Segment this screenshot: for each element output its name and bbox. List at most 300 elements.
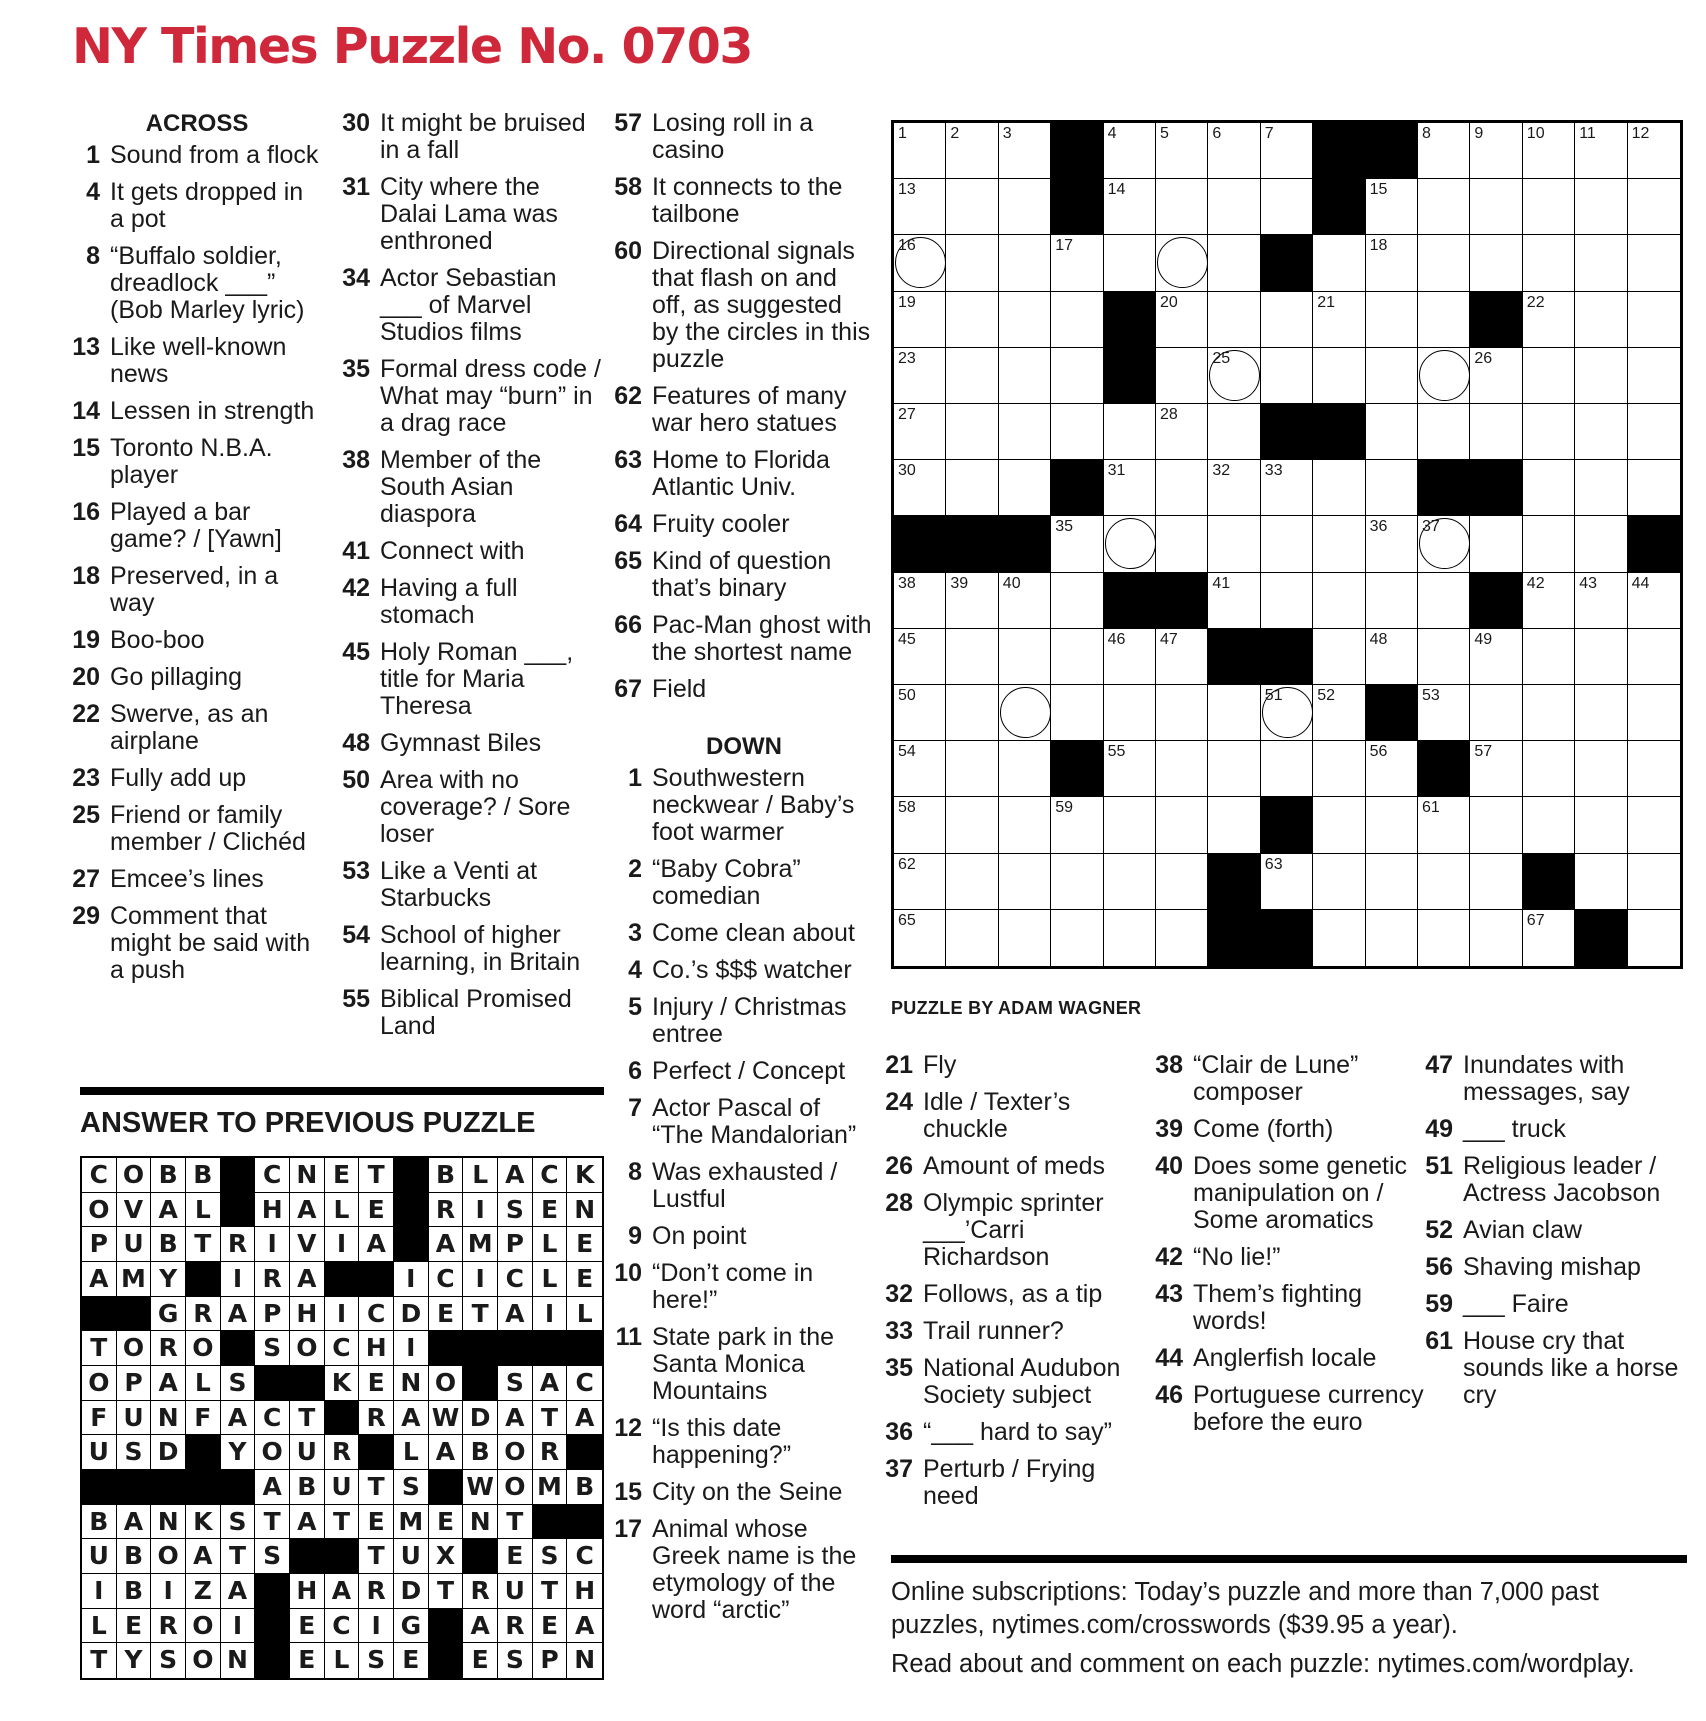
grid-cell[interactable] <box>1104 854 1156 910</box>
grid-cell[interactable] <box>999 685 1051 741</box>
grid-cell[interactable] <box>999 235 1051 291</box>
grid-cell[interactable] <box>1418 179 1470 235</box>
grid-cell[interactable] <box>1523 573 1575 629</box>
grid-cell[interactable] <box>1523 741 1575 797</box>
grid-cell[interactable] <box>1575 573 1627 629</box>
answer-cell: A <box>290 1193 325 1228</box>
answer-cell: I <box>463 1193 498 1228</box>
grid-cell[interactable] <box>1051 348 1103 404</box>
clue-item[interactable] <box>614 238 874 373</box>
clue-item[interactable] <box>1155 1281 1425 1335</box>
clue-item[interactable] <box>614 765 874 846</box>
clue-item[interactable] <box>614 1516 874 1624</box>
cell-number: 6 <box>1212 125 1222 142</box>
answer-cell: Z <box>186 1574 221 1609</box>
grid-cell[interactable] <box>1313 516 1365 572</box>
clue-item[interactable] <box>72 627 322 654</box>
clue-item[interactable] <box>614 994 874 1048</box>
grid-cell[interactable] <box>1156 629 1208 685</box>
grid-cell[interactable] <box>1208 460 1260 516</box>
clue-item[interactable] <box>72 243 322 324</box>
grid-cell[interactable] <box>1313 854 1365 910</box>
grid-cell[interactable] <box>1523 629 1575 685</box>
answer-cell: I <box>394 1262 429 1297</box>
grid-cell[interactable] <box>1261 292 1313 348</box>
clue-item[interactable] <box>342 447 602 528</box>
grid-cell[interactable] <box>894 573 946 629</box>
clue-item[interactable] <box>72 563 322 617</box>
clue-item[interactable] <box>342 922 602 976</box>
grid-cell[interactable] <box>1523 685 1575 741</box>
grid-cell[interactable] <box>1418 404 1470 460</box>
grid-cell[interactable] <box>1051 910 1103 966</box>
grid-cell[interactable] <box>1628 123 1680 179</box>
clue-list <box>1155 1052 1425 1436</box>
grid-cell[interactable] <box>1366 179 1418 235</box>
answer-cell: E <box>117 1609 152 1644</box>
grid-cell[interactable] <box>999 629 1051 685</box>
answer-black-square <box>117 1297 152 1332</box>
clue-item[interactable] <box>1425 1116 1695 1143</box>
clue-item[interactable] <box>342 986 602 1040</box>
grid-cell[interactable] <box>1470 348 1522 404</box>
answer-cell: N <box>394 1366 429 1401</box>
grid-cell[interactable] <box>1418 348 1470 404</box>
grid-cell[interactable] <box>946 797 998 853</box>
cell-number: 43 <box>1579 574 1597 592</box>
clue-item[interactable] <box>614 447 874 501</box>
grid-cell[interactable] <box>999 348 1051 404</box>
clue-item[interactable] <box>614 920 874 947</box>
grid-cell[interactable] <box>1261 573 1313 629</box>
grid-cell[interactable] <box>1051 854 1103 910</box>
grid-cell[interactable] <box>946 685 998 741</box>
clue-item[interactable] <box>342 858 602 912</box>
grid-cell[interactable] <box>1104 460 1156 516</box>
grid-cell[interactable] <box>946 910 998 966</box>
grid-cell[interactable] <box>1051 235 1103 291</box>
grid-cell[interactable] <box>946 179 998 235</box>
clue-item[interactable] <box>614 174 874 228</box>
grid-cell[interactable] <box>894 741 946 797</box>
grid-cell[interactable] <box>1366 348 1418 404</box>
clue-item[interactable] <box>614 612 874 666</box>
grid-cell[interactable] <box>1156 404 1208 460</box>
grid-cell[interactable] <box>1156 123 1208 179</box>
grid-cell[interactable] <box>1051 404 1103 460</box>
clue-item[interactable] <box>614 110 874 164</box>
clue-item[interactable] <box>342 174 602 255</box>
grid-cell[interactable] <box>1051 292 1103 348</box>
grid-cell[interactable] <box>946 629 998 685</box>
grid-cell[interactable] <box>1208 797 1260 853</box>
grid-cell[interactable] <box>1470 179 1522 235</box>
grid-cell[interactable] <box>1418 235 1470 291</box>
crossword-grid[interactable] <box>891 120 1683 969</box>
clue-item[interactable] <box>614 1415 874 1469</box>
clue-item[interactable] <box>1155 1345 1425 1372</box>
grid-cell[interactable] <box>1313 348 1365 404</box>
grid-cell[interactable] <box>1418 629 1470 685</box>
grid-cell[interactable] <box>1051 797 1103 853</box>
grid-cell[interactable] <box>999 797 1051 853</box>
cell-number: 48 <box>1369 630 1388 648</box>
grid-cell[interactable] <box>894 854 946 910</box>
grid-cell[interactable] <box>1051 516 1103 572</box>
grid-cell[interactable] <box>946 292 998 348</box>
clue-item[interactable] <box>72 866 322 893</box>
grid-cell[interactable] <box>1366 404 1418 460</box>
answer-cell: U <box>498 1574 533 1609</box>
grid-cell[interactable] <box>1523 460 1575 516</box>
clue-list <box>72 142 322 984</box>
clue-item[interactable] <box>614 1223 874 1250</box>
grid-cell[interactable] <box>1366 516 1418 572</box>
grid-cell[interactable] <box>1628 460 1680 516</box>
clue-item[interactable] <box>1155 1052 1425 1106</box>
clue-item[interactable] <box>1425 1254 1695 1281</box>
clue-item[interactable] <box>614 511 874 538</box>
grid-cell[interactable] <box>1156 516 1208 572</box>
clue-item[interactable] <box>342 639 602 720</box>
grid-cell[interactable] <box>1418 797 1470 853</box>
grid-cell[interactable] <box>1208 516 1260 572</box>
grid-cell[interactable] <box>894 292 946 348</box>
grid-cell[interactable] <box>1418 685 1470 741</box>
answer-cell: T <box>82 1643 117 1678</box>
clue-item[interactable] <box>885 1052 1155 1079</box>
grid-cell[interactable] <box>1470 854 1522 910</box>
clue-item[interactable] <box>1425 1052 1695 1106</box>
grid-cell[interactable] <box>1628 573 1680 629</box>
grid-cell[interactable] <box>1313 292 1365 348</box>
grid-cell[interactable] <box>1104 404 1156 460</box>
clue-text: Fruity cooler <box>652 510 790 538</box>
grid-cell[interactable] <box>999 854 1051 910</box>
grid-cell[interactable] <box>1313 797 1365 853</box>
grid-cell[interactable] <box>1575 685 1627 741</box>
grid-cell[interactable] <box>1575 292 1627 348</box>
clue-item[interactable] <box>1155 1244 1425 1271</box>
grid-cell[interactable] <box>1261 348 1313 404</box>
grid-cell[interactable] <box>999 179 1051 235</box>
cell-number: 28 <box>1160 406 1178 423</box>
grid-cell[interactable] <box>1051 573 1103 629</box>
clue-text: ___ Faire <box>1463 1290 1569 1318</box>
cell-number: 67 <box>1526 911 1545 929</box>
clue-item[interactable] <box>72 701 322 755</box>
grid-cell[interactable] <box>1313 573 1365 629</box>
grid-cell[interactable] <box>1523 235 1575 291</box>
grid-cell[interactable] <box>1418 516 1470 572</box>
grid-cell[interactable] <box>894 235 946 291</box>
grid-cell[interactable] <box>1156 854 1208 910</box>
grid-cell[interactable] <box>1208 404 1260 460</box>
clue-item[interactable] <box>342 265 602 346</box>
answer-black-square <box>359 1435 394 1470</box>
grid-cell[interactable] <box>946 123 998 179</box>
grid-cell[interactable] <box>1261 516 1313 572</box>
grid-cell[interactable] <box>1104 235 1156 291</box>
grid-cell[interactable] <box>1575 348 1627 404</box>
grid-cell[interactable] <box>999 460 1051 516</box>
grid-cell[interactable] <box>1575 123 1627 179</box>
grid-cell[interactable] <box>1208 348 1260 404</box>
grid-cell[interactable] <box>1156 179 1208 235</box>
clue-number: 18 <box>72 562 100 590</box>
grid-cell[interactable] <box>1261 460 1313 516</box>
clue-item[interactable] <box>885 1190 1155 1271</box>
grid-cell[interactable] <box>1366 573 1418 629</box>
grid-cell[interactable] <box>894 404 946 460</box>
clue-item[interactable] <box>614 1058 874 1085</box>
clue-item[interactable] <box>614 676 874 703</box>
grid-cell[interactable] <box>1208 292 1260 348</box>
grid-cell[interactable] <box>1366 854 1418 910</box>
clue-item[interactable] <box>342 575 602 629</box>
grid-cell[interactable] <box>999 910 1051 966</box>
grid-cell[interactable] <box>1628 235 1680 291</box>
grid-cell[interactable] <box>1418 292 1470 348</box>
grid-cell[interactable] <box>1628 348 1680 404</box>
clue-item[interactable] <box>72 398 322 425</box>
grid-cell[interactable] <box>1418 573 1470 629</box>
grid-cell[interactable] <box>1208 573 1260 629</box>
grid-cell[interactable] <box>1523 348 1575 404</box>
grid-cell[interactable] <box>1313 235 1365 291</box>
clue-item[interactable] <box>1425 1153 1695 1207</box>
grid-cell[interactable] <box>1104 123 1156 179</box>
clue-item[interactable] <box>72 802 322 856</box>
clue-text: Area with no coverage? / Sore loser <box>380 766 571 848</box>
grid-cell[interactable] <box>894 179 946 235</box>
grid-cell[interactable] <box>1628 292 1680 348</box>
grid-cell[interactable] <box>1156 685 1208 741</box>
grid-cell[interactable] <box>1313 460 1365 516</box>
grid-cell[interactable] <box>946 854 998 910</box>
grid-cell[interactable] <box>1366 460 1418 516</box>
grid-cell[interactable] <box>1470 629 1522 685</box>
grid-cell[interactable] <box>1470 685 1522 741</box>
clue-text: State park in the Santa Monica Mountains <box>652 1323 835 1405</box>
clue-list <box>614 765 874 1624</box>
grid-cell[interactable] <box>894 910 946 966</box>
black-square <box>894 516 946 572</box>
grid-cell[interactable] <box>999 123 1051 179</box>
answer-cell: C <box>567 1539 602 1574</box>
grid-cell[interactable] <box>1523 516 1575 572</box>
clue-item[interactable] <box>885 1355 1155 1409</box>
grid-cell[interactable] <box>894 460 946 516</box>
grid-cell[interactable] <box>946 348 998 404</box>
clue-item[interactable] <box>342 730 602 757</box>
grid-cell[interactable] <box>946 741 998 797</box>
grid-cell[interactable] <box>1523 292 1575 348</box>
grid-cell[interactable] <box>894 348 946 404</box>
grid-cell[interactable] <box>1470 235 1522 291</box>
grid-cell[interactable] <box>1208 179 1260 235</box>
grid-cell[interactable] <box>1628 179 1680 235</box>
grid-cell[interactable] <box>999 292 1051 348</box>
clue-item[interactable] <box>72 179 322 233</box>
grid-cell[interactable] <box>1156 797 1208 853</box>
footer-subscriptions-line-1: Online subscriptions: Today’s puzzle and more than 7,000 past <box>891 1578 1599 1606</box>
grid-cell[interactable] <box>1156 292 1208 348</box>
grid-cell[interactable] <box>1575 179 1627 235</box>
grid-cell[interactable] <box>894 629 946 685</box>
grid-cell[interactable] <box>1156 235 1208 291</box>
clue-item[interactable] <box>72 334 322 388</box>
clue-item[interactable] <box>72 664 322 691</box>
grid-cell[interactable] <box>1575 854 1627 910</box>
grid-cell[interactable] <box>1628 854 1680 910</box>
clue-list <box>1425 1052 1695 1409</box>
clue-item[interactable] <box>614 1260 874 1314</box>
grid-cell[interactable] <box>1104 685 1156 741</box>
grid-cell[interactable] <box>1104 516 1156 572</box>
grid-cell[interactable] <box>1156 910 1208 966</box>
clue-item[interactable] <box>885 1281 1155 1308</box>
answer-cell: Y <box>151 1262 186 1297</box>
grid-cell[interactable] <box>894 123 946 179</box>
grid-cell[interactable] <box>1470 797 1522 853</box>
grid-cell[interactable] <box>1418 854 1470 910</box>
grid-cell[interactable] <box>1313 741 1365 797</box>
cell-number: 44 <box>1631 574 1650 592</box>
grid-cell[interactable] <box>1575 516 1627 572</box>
grid-cell[interactable] <box>1523 910 1575 966</box>
clue-item[interactable] <box>614 548 874 602</box>
grid-cell[interactable] <box>1366 292 1418 348</box>
grid-cell[interactable] <box>1470 741 1522 797</box>
clue-item[interactable] <box>342 538 602 565</box>
clue-item[interactable] <box>72 142 322 169</box>
grid-cell[interactable] <box>946 573 998 629</box>
clue-item[interactable] <box>1425 1217 1695 1244</box>
clue-item[interactable] <box>72 499 322 553</box>
grid-cell[interactable] <box>946 404 998 460</box>
grid-cell[interactable] <box>1366 235 1418 291</box>
grid-cell[interactable] <box>1104 741 1156 797</box>
clue-item[interactable] <box>1155 1116 1425 1143</box>
grid-cell[interactable] <box>1208 685 1260 741</box>
grid-cell[interactable] <box>1051 685 1103 741</box>
grid-cell[interactable] <box>1575 460 1627 516</box>
grid-cell[interactable] <box>1575 741 1627 797</box>
clue-item[interactable] <box>614 1479 874 1506</box>
grid-cell[interactable] <box>1628 741 1680 797</box>
clue-item[interactable] <box>614 1095 874 1149</box>
clue-item[interactable] <box>614 1159 874 1213</box>
grid-cell[interactable] <box>1628 910 1680 966</box>
grid-cell[interactable] <box>894 685 946 741</box>
clue-item[interactable] <box>1425 1291 1695 1318</box>
clue-item[interactable] <box>1155 1382 1425 1436</box>
grid-cell[interactable] <box>1261 685 1313 741</box>
clue-item[interactable] <box>342 110 602 164</box>
grid-cell[interactable] <box>1313 629 1365 685</box>
grid-cell[interactable] <box>1261 179 1313 235</box>
clue-item[interactable] <box>885 1419 1155 1446</box>
clue-item[interactable] <box>885 1153 1155 1180</box>
grid-cell[interactable] <box>946 460 998 516</box>
clue-item[interactable] <box>614 957 874 984</box>
grid-cell[interactable] <box>1523 123 1575 179</box>
grid-cell[interactable] <box>1261 123 1313 179</box>
grid-cell[interactable] <box>1575 235 1627 291</box>
grid-cell[interactable] <box>1470 404 1522 460</box>
grid-cell[interactable] <box>1418 123 1470 179</box>
grid-cell[interactable] <box>1366 797 1418 853</box>
grid-cell[interactable] <box>1628 404 1680 460</box>
grid-cell[interactable] <box>1104 179 1156 235</box>
grid-cell[interactable] <box>1208 235 1260 291</box>
grid-cell[interactable] <box>1418 910 1470 966</box>
grid-cell[interactable] <box>999 573 1051 629</box>
grid-cell[interactable] <box>1313 910 1365 966</box>
grid-cell[interactable] <box>1575 629 1627 685</box>
grid-cell[interactable] <box>1523 797 1575 853</box>
clue-item[interactable] <box>614 856 874 910</box>
grid-cell[interactable] <box>1366 910 1418 966</box>
grid-cell[interactable] <box>1470 123 1522 179</box>
clue-item[interactable] <box>614 1324 874 1405</box>
grid-cell[interactable] <box>1366 629 1418 685</box>
grid-cell[interactable] <box>1523 179 1575 235</box>
grid-cell[interactable] <box>1156 741 1208 797</box>
grid-cell[interactable] <box>1628 629 1680 685</box>
clue-item[interactable] <box>72 765 322 792</box>
grid-cell[interactable] <box>999 404 1051 460</box>
grid-cell[interactable] <box>946 235 998 291</box>
grid-cell[interactable] <box>1261 854 1313 910</box>
grid-cell[interactable] <box>999 741 1051 797</box>
clue-item[interactable] <box>614 383 874 437</box>
clue-item[interactable] <box>342 356 602 437</box>
grid-cell[interactable] <box>894 797 946 853</box>
grid-cell[interactable] <box>1575 404 1627 460</box>
grid-cell[interactable] <box>1156 348 1208 404</box>
grid-cell[interactable] <box>1156 460 1208 516</box>
grid-cell[interactable] <box>1208 123 1260 179</box>
grid-cell[interactable] <box>1104 629 1156 685</box>
grid-cell[interactable] <box>1470 516 1522 572</box>
clue-item[interactable] <box>72 903 322 984</box>
clue-item[interactable] <box>1425 1328 1695 1409</box>
clue-item[interactable] <box>885 1318 1155 1345</box>
grid-cell[interactable] <box>1104 910 1156 966</box>
grid-cell[interactable] <box>1261 741 1313 797</box>
grid-cell[interactable] <box>1470 910 1522 966</box>
grid-cell[interactable] <box>1366 741 1418 797</box>
grid-cell[interactable] <box>1208 741 1260 797</box>
answer-cell: W <box>429 1401 464 1436</box>
grid-cell[interactable] <box>1628 685 1680 741</box>
clue-item[interactable] <box>342 767 602 848</box>
grid-cell[interactable] <box>1104 797 1156 853</box>
grid-cell[interactable] <box>1051 629 1103 685</box>
grid-cell[interactable] <box>1313 685 1365 741</box>
answer-black-square <box>221 1331 256 1366</box>
clue-number: 64 <box>614 510 642 538</box>
clue-item[interactable] <box>885 1089 1155 1143</box>
grid-cell[interactable] <box>1523 404 1575 460</box>
grid-cell[interactable] <box>1575 797 1627 853</box>
clue-item[interactable] <box>1155 1153 1425 1234</box>
clue-item[interactable] <box>72 435 322 489</box>
grid-cell[interactable] <box>1628 797 1680 853</box>
clue-item[interactable] <box>885 1456 1155 1510</box>
